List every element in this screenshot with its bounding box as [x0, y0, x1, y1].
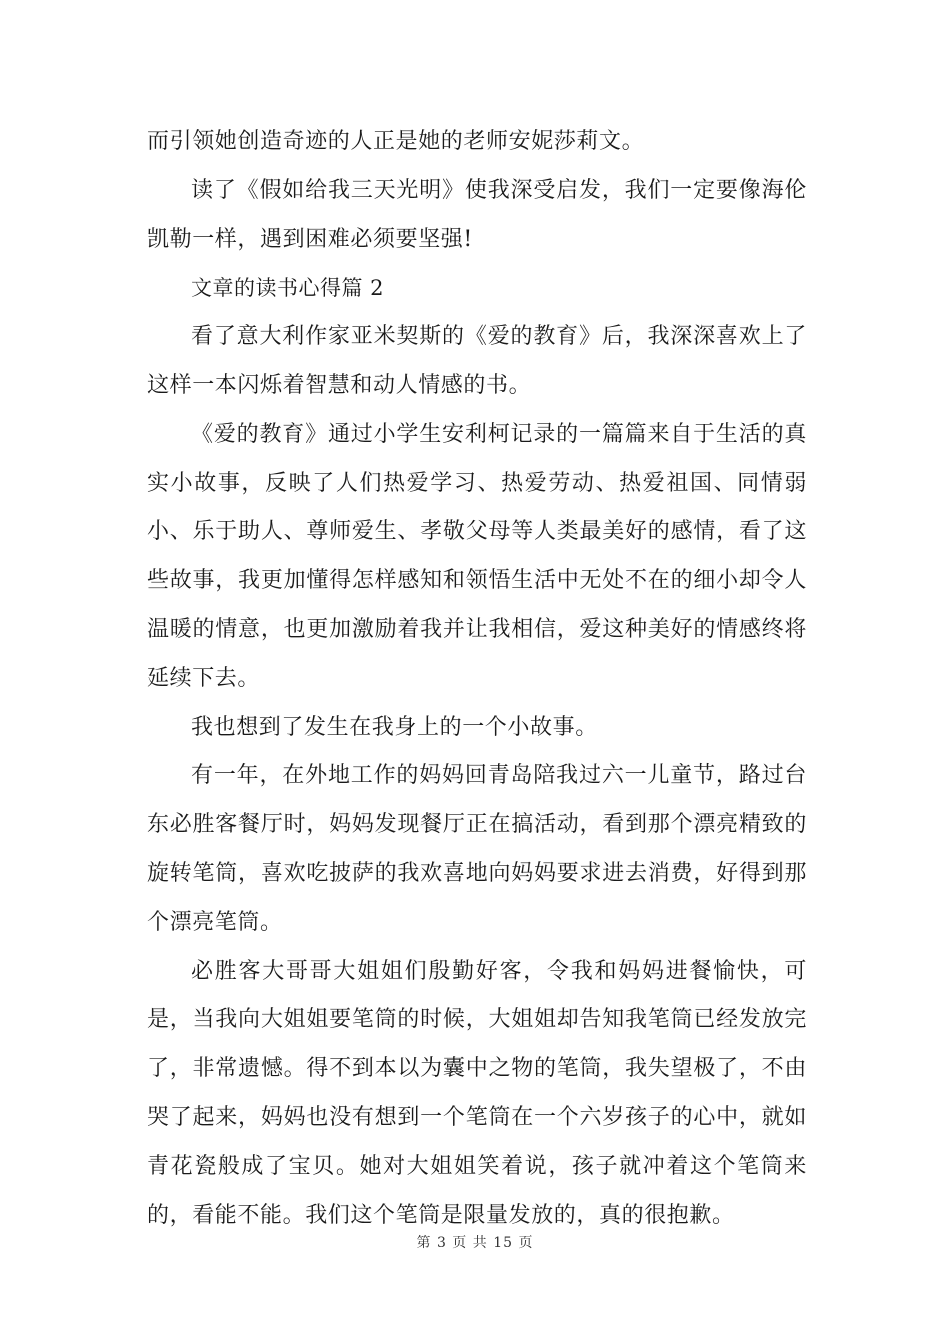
- page-number-footer: 第 3 页 共 15 页: [416, 1235, 534, 1251]
- paragraph-5: 我也想到了发生在我身上的一个小故事。: [191, 714, 598, 740]
- document-body: [147, 118, 807, 1240]
- section-heading: 文章的读书心得篇 2: [191, 276, 385, 301]
- paragraph-2: 读了《假如给我三天光明》使我深受启发，我们一定要像海伦凯勒一样，遇到困难必须要坚强!: [147, 177, 807, 252]
- paragraph-7: 必胜客大哥哥大姐姐们殷勤好客，令我和妈妈进餐愉快，可是，当我向大姐姐要笔筒的时候，大姐姐却告知我笔筒已经发放完了，非常遗憾。得不到本以为囊中之物的笔筒，我失望极了，不由哭了起来，妈妈也没有想到一个笔筒在一个六岁孩子的心中，就如青花瓷般成了宝贝。她对大姐姐笑着说，孩子就冲着这个笔筒来的，看能不能。我们这个笔筒是限量发放的，真的很抱歉。: [147, 958, 807, 1228]
- paragraph-3: 看了意大利作家亚米契斯的《爱的教育》后，我深深喜欢上了这样一本闪烁着智慧和动人情感的书。: [147, 324, 807, 398]
- paragraph-4: 《爱的教育》通过小学生安利柯记录的一篇篇来自于生活的真实小故事，反映了人们热爱学习、热爱劳动、热爱祖国、同情弱小、乐于助人、尊师爱生、孝敬父母等人类最美好的感情，看了这些故事，我更加懂得怎样感知和领悟生活中无处不在的细小却令人温暖的情意，也更加激励着我并让我相信，爱这种美好的情感终将延续下去。: [147, 421, 807, 691]
- paragraph-1: 而引领她创造奇迹的人正是她的老师安妮莎莉文。: [147, 129, 645, 154]
- paragraph-6: 有一年，在外地工作的妈妈回青岛陪我过六一儿童节，路过台东必胜客餐厅时，妈妈发现餐厅正在搞活动，看到那个漂亮精致的旋转笔筒，喜欢吃披萨的我欢喜地向妈妈要求进去消费，好得到那个漂亮笔筒。: [147, 763, 807, 935]
